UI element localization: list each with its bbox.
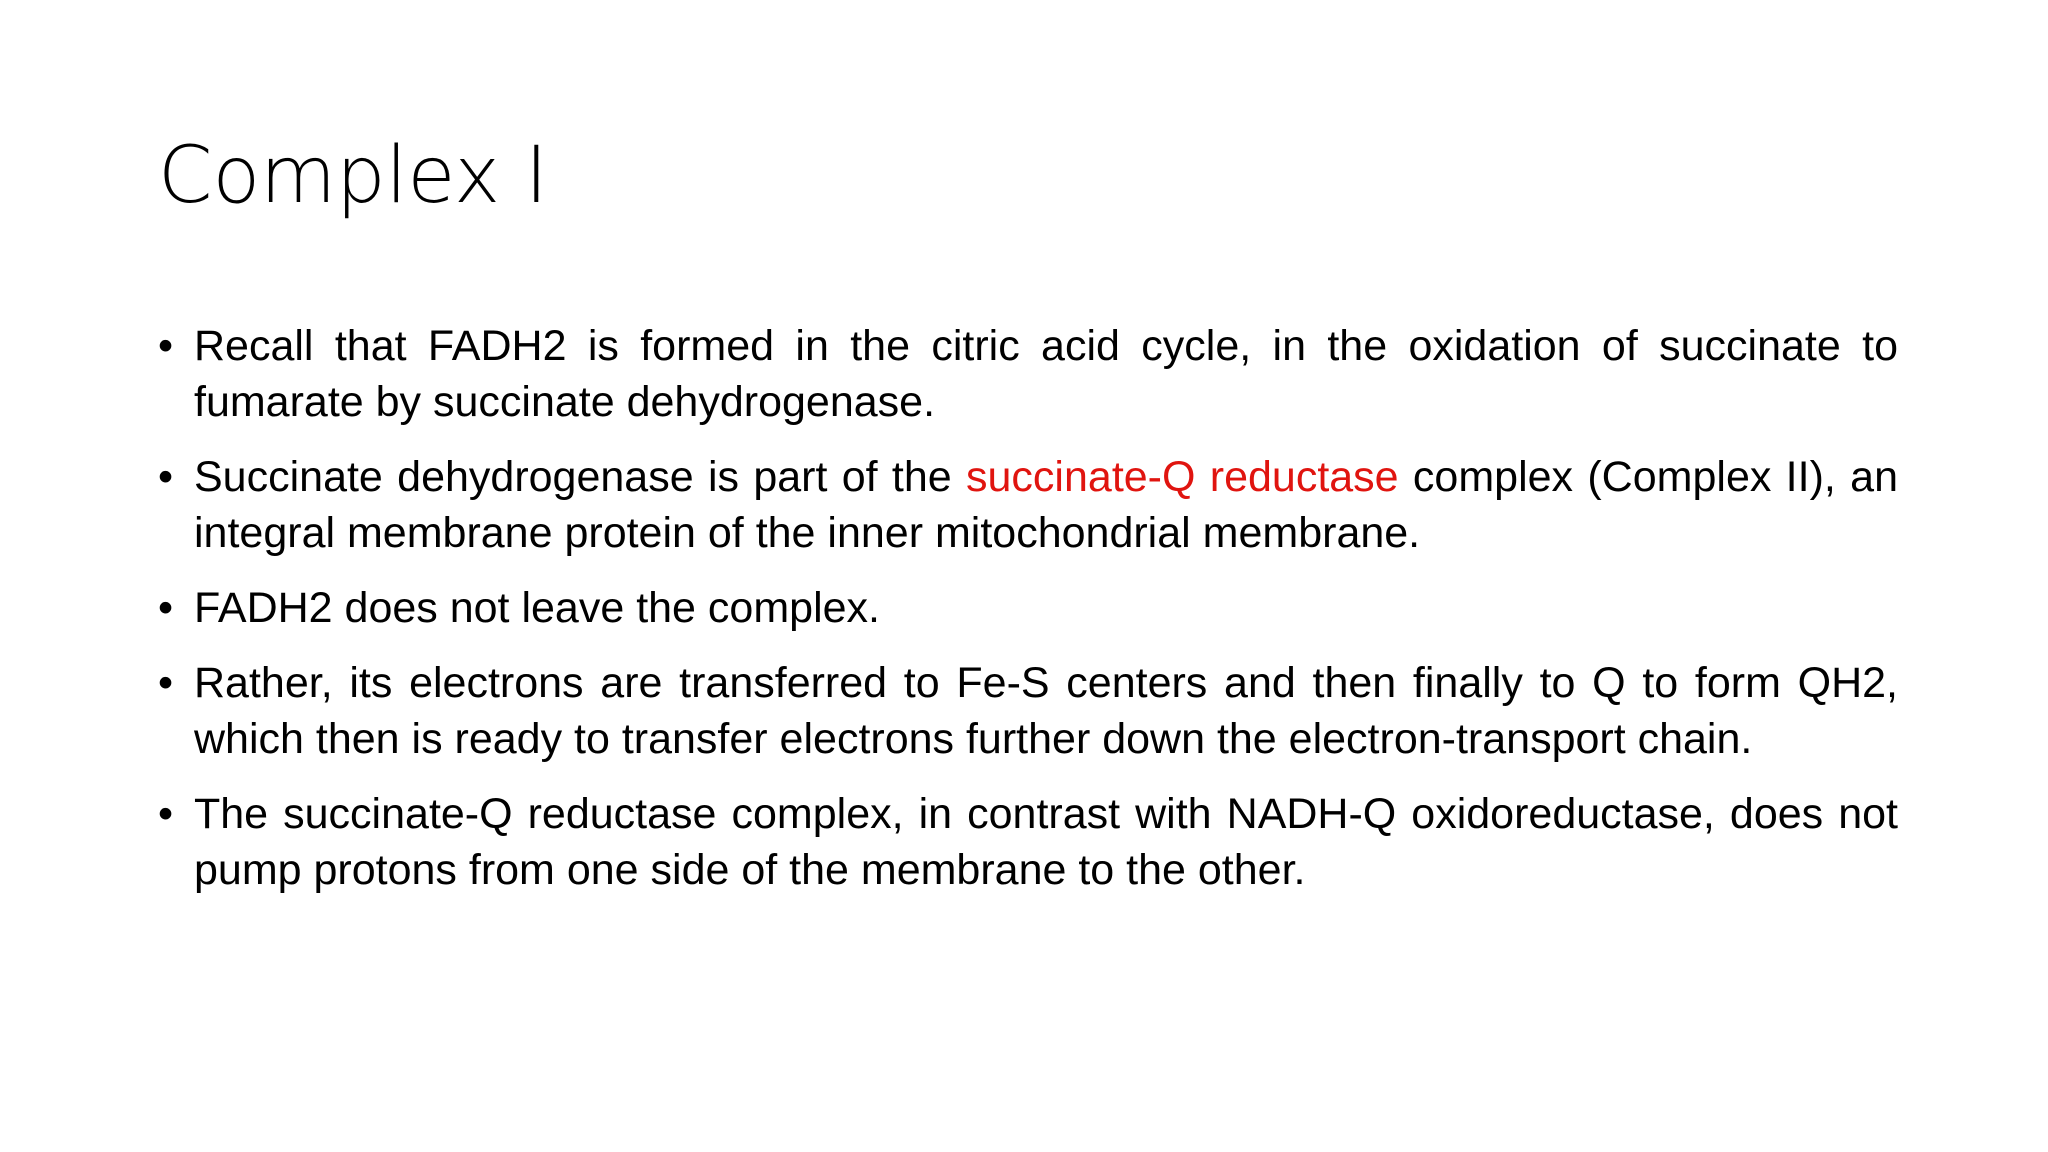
bullet-text: Rather, its electrons are transferred to Fe-S centers and then finally to Q to form QH2, which then is ready to transfer electrons further down the electron-transport chain. [194, 659, 1898, 763]
bullet-item [158, 655, 1898, 767]
bullet-item [158, 580, 1898, 636]
bullet-dot-icon: • [158, 453, 174, 501]
bullet-dot-icon: • [158, 790, 174, 838]
bullet-item [158, 786, 1898, 898]
slide-title: Complex I [158, 131, 548, 221]
bullet-item [158, 318, 1898, 430]
bullet-text: Recall that FADH2 is formed in the citric acid cycle, in the oxidation of succinate to fumarate by succinate dehydrogenase. [194, 322, 1898, 426]
bullet-dot-icon: • [158, 584, 174, 632]
bullet-list [158, 318, 1898, 917]
highlighted-term: succinate-Q reductase [966, 453, 1399, 501]
bullet-dot-icon: • [158, 659, 174, 707]
bullet-text: FADH2 does not leave the complex. [194, 584, 880, 632]
bullet-item [158, 449, 1898, 561]
bullet-text: The succinate-Q reductase complex, in contrast with NADH-Q oxidoreductase, does not pump protons from one side of the membrane to the other. [194, 790, 1898, 894]
bullet-dot-icon: • [158, 322, 174, 370]
bullet-text: complex (Complex II), an integral membrane protein of the inner mitochondrial membrane. [194, 453, 1898, 557]
bullet-text: Succinate dehydrogenase is part of the [194, 453, 967, 501]
